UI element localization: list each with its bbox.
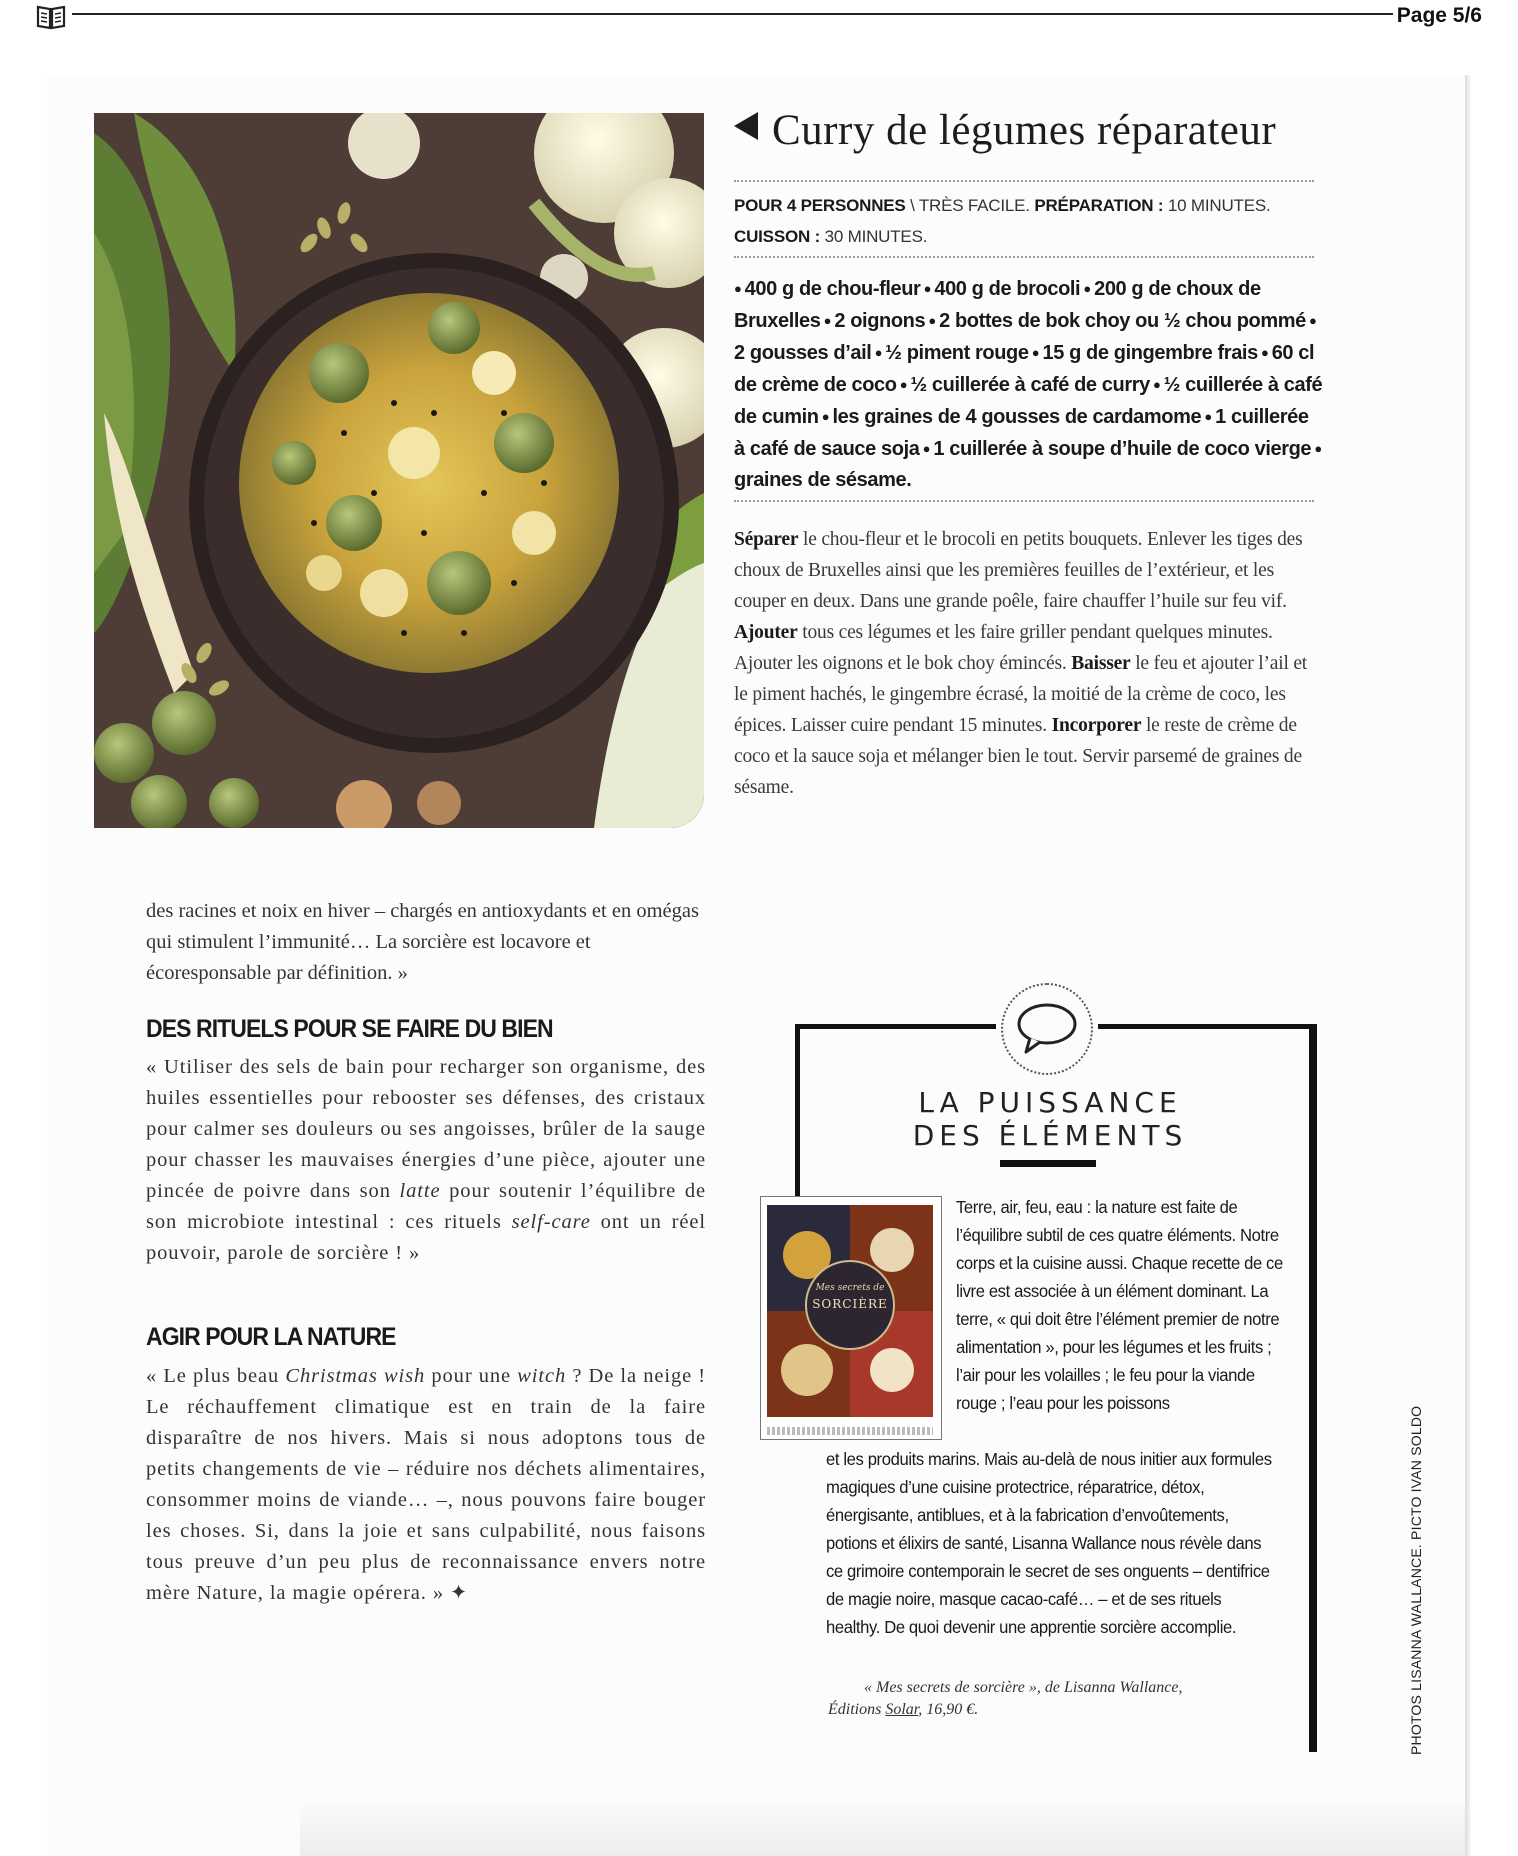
publisher-prefix: Éditions (828, 1701, 886, 1718)
sidebar-title-line: DES ÉLÉMENTS (912, 1119, 1188, 1152)
bullet-icon: ● (1257, 345, 1272, 360)
sidebar-frame-right (1309, 1024, 1317, 1752)
ingredient-item: ½ cuillerée à café de curry (910, 374, 1150, 396)
difficulty: \ TRÈS FACILE. (910, 196, 1030, 215)
sidebar-text: Terre, air, feu, eau : la nature est faite de l’équilibre subtil de ces quatre éléments. Notre corps et la cuisine aussi. Chaque recette de ce livre est associée à un élément dominant. La terre, « qui doit être l’élément premier de notre alimentation », pour les légumes et les fruits ; l’air pour les volailles ; le feu pour la viande rouge ; l’eau pour les poissons (956, 1197, 1283, 1413)
method-text: le chou-fleur et le brocoli en petits bouquets. Enlever les tiges des choux de Bruxelles ainsi que les premières feuilles de l’extérieur, et les couper en deux. Dans une grande poêle, faire chauffer l’huile sur feu vif. (734, 529, 1303, 612)
book-author: , de Lisanna Wallance, (1036, 1679, 1183, 1696)
method-text: le reste de crème de coco et la sauce soja et mélanger bien le tout. Servir parsemé de graines de sésame. (734, 715, 1302, 798)
bullet-icon: ● (1080, 281, 1095, 296)
prep-label: PRÉPARATION : (1034, 196, 1164, 215)
ingredient-item: 15 g de gingembre frais (1042, 342, 1258, 364)
photo-credit: PHOTOS LISANNA WALLANCE. PICTO IVAN SOLDO (1408, 1405, 1424, 1755)
speech-bubble-icon (1014, 1000, 1080, 1056)
book-cover-art (767, 1205, 933, 1417)
ingredient-list (734, 273, 1324, 496)
bullet-icon: ● (1028, 345, 1043, 360)
servings: POUR 4 PERSONNES (734, 196, 906, 215)
triangle-pointer-icon (734, 112, 758, 140)
bullet-icon: ● (818, 409, 833, 424)
body-text: ? De la neige ! Le réchauffement climatique est en train de la faire disparaître de nos hivers. Mais si nous adoptons tous de petits changements de vie – réduire nos déchets alimentaires, consommer moins de viande… –, nous pouvons faire bouger les choses. Si, dans la joie et sans culpabilité, nous faisons tous preuve d’un peu plus de reconnaissance envers notre mère Nature, la magie opérera. » ✦ (146, 1365, 707, 1604)
method-text: le feu et ajouter l’ail et le piment hachés, le gingembre écrasé, la moitié de la crème de coco, les épices. Laisser cuire pendant 15 minutes. (734, 653, 1308, 736)
method-text: tous ces légumes et les faire griller pendant quelques minutes. Ajouter les oignons et le bok choy émincés. (734, 622, 1273, 674)
bullet-icon: ● (919, 441, 934, 456)
sidebar-badge (996, 978, 1098, 1080)
ingredient-item: 1 cuillerée à soupe d’huile de coco vierge (933, 438, 1312, 460)
body-italic: Christmas wish (285, 1365, 426, 1387)
title-underline (1000, 1160, 1096, 1167)
book-title: « Mes secrets de sorcière » (864, 1679, 1037, 1696)
bullet-icon: ● (1311, 441, 1322, 456)
ingredient-item: graines de sésame. (734, 469, 912, 491)
viewer-toolbar (0, 0, 1518, 34)
bullet-icon: ● (871, 345, 886, 360)
ingredient-item: 400 g de chou-fleur (744, 278, 921, 300)
section-heading: AGIR POUR LA NATURE (146, 1323, 396, 1351)
section-body (146, 1052, 706, 1269)
bullet-icon: ● (1149, 377, 1164, 392)
book-reference (828, 1677, 1298, 1721)
book-caption-strip (767, 1427, 933, 1435)
scan-shadow (300, 1800, 1465, 1856)
section-heading: DES RITUELS POUR SE FAIRE DU BIEN (146, 1015, 553, 1043)
method-verb: Séparer (734, 529, 799, 550)
book-main-title: SORCIÈRE (812, 1297, 888, 1311)
method-verb: Incorporer (1051, 715, 1142, 736)
ingredient-item: ½ piment rouge (885, 342, 1029, 364)
open-book-icon[interactable] (36, 4, 66, 30)
prep-value: 10 MINUTES. (1167, 196, 1271, 215)
dotted-divider (734, 180, 1314, 182)
method-verb: Ajouter (734, 622, 798, 643)
book-script-title: Mes secrets de (815, 1283, 885, 1293)
ingredient-item: 400 g de brocoli (934, 278, 1081, 300)
ingredient-item: 1 cuillerée à café de sauce soja (734, 406, 1309, 460)
dotted-divider (734, 256, 1314, 258)
toolbar-divider (72, 13, 1393, 15)
section-body (146, 1361, 706, 1609)
ingredient-item: 60 cl de crème de coco (734, 342, 1315, 396)
ingredient-item: ½ cuillerée à café de cumin (734, 374, 1323, 428)
ingredient-item: 2 oignons (834, 310, 926, 332)
bullet-icon: ● (920, 281, 935, 296)
ingredient-item: 2 gousses d’ail (734, 342, 872, 364)
recipe-meta (734, 190, 1314, 252)
body-italic: self-care (511, 1211, 591, 1233)
bullet-icon: ● (820, 313, 835, 328)
bullet-icon: ● (1201, 409, 1216, 424)
ingredient-item: les graines de 4 gousses de cardamome (832, 406, 1202, 428)
cook-value: 30 MINUTES. (824, 227, 928, 246)
body-text: pour une (425, 1365, 518, 1387)
article-intro: des racines et noix en hiver – chargés en antioxydants et en omégas qui stimulent l’immunité… La sorcière est locavore et écoresponsable par définition. » (146, 900, 699, 984)
body-italic: witch (517, 1365, 567, 1387)
sidebar-title-line: LA PUISSANCE (918, 1086, 1182, 1119)
ingredient-item: 200 g de choux de Bruxelles (734, 278, 1261, 332)
sidebar-text: et les produits marins. Mais au-delà de nous initier aux formules magiques d’une cuisine protectrice, réparatrice, détox, énergisante, antiblues, et à la fabrication d’envoûtements, potions et élixirs de santé, Lisanna Wallance nous révèle dans ce grimoire contemporain le secret de ses onguents – dentifrice de magie noire, masque cacao-café… – et de ses rituels healthy. De quoi devenir une apprentie sorcière accomplie. (826, 1449, 1272, 1637)
bullet-icon: ● (925, 313, 940, 328)
publisher-link[interactable]: Solar (885, 1701, 919, 1718)
body-text: « Utiliser des sels de bain pour recharger son organisme, des huiles essentielles pour rebooster ses défenses, des cristaux pour calmer ses douleurs ou ses angoisses, brûler de la sauge pour chasser les mauvaises énergies d’une pièce, ajouter une pincée de poivre dans son (146, 1056, 706, 1202)
body-text: pour soutenir l’équilibre de son microbiote intestinal : ces rituels (146, 1180, 707, 1233)
recipe-method (734, 524, 1319, 803)
dotted-divider (734, 500, 1314, 502)
bullet-icon: ● (896, 377, 911, 392)
curry-photo (94, 113, 704, 828)
body-italic: latte (399, 1180, 441, 1202)
body-text: « Le plus beau (146, 1365, 286, 1387)
book-price: , 16,90 €. (918, 1701, 979, 1718)
page-indicator: Page 5/6 (1396, 4, 1482, 27)
book-cover (760, 1196, 942, 1440)
bullet-icon: ● (734, 281, 745, 296)
cook-label: CUISSON : (734, 227, 821, 246)
recipe-title-text: Curry de légumes réparateur (772, 107, 1277, 154)
method-verb: Baisser (1071, 653, 1131, 674)
ingredient-item: 2 bottes de bok choy ou ½ chou pommé (939, 310, 1306, 332)
page-edge-shadow (1465, 75, 1471, 1856)
recipe-title (734, 106, 1276, 155)
sidebar-title (870, 1086, 1230, 1152)
body-text: ont un réel pouvoir, parole de sorcière ! » (146, 1211, 706, 1264)
bullet-icon: ● (1305, 313, 1317, 328)
